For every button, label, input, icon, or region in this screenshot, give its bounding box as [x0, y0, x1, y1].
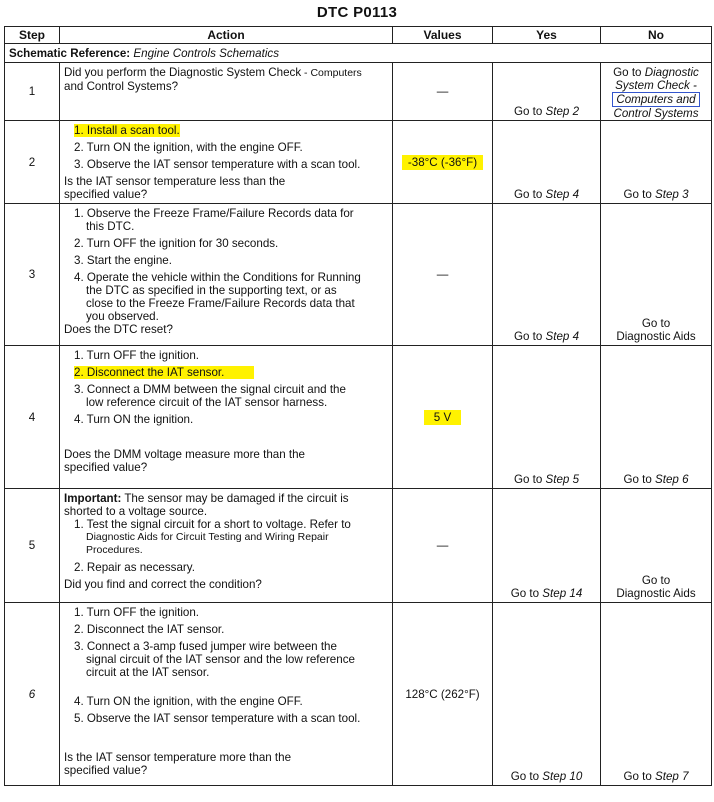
step-action [60, 346, 393, 489]
instruction: 1. Test the signal circuit for a short to voltage. Refer to [74, 518, 351, 531]
step-number: 6 [5, 603, 60, 786]
instruction: low reference circuit of the IAT sensor harness. [86, 396, 328, 409]
question: Did you find and correct the condition? [64, 578, 262, 591]
instruction: 1. Turn OFF the ignition. [74, 349, 200, 362]
instruction: 4. Turn ON the ignition. [74, 413, 194, 426]
highlighted-value: 5 V [424, 410, 461, 425]
instruction: 4. Operate the vehicle within the Conditions for Running [74, 271, 361, 284]
action-text: Did you perform the Diagnostic System Check [64, 66, 302, 79]
step-action [60, 63, 393, 121]
schematic-row [5, 44, 712, 63]
value-cell: — [393, 489, 493, 603]
step-link[interactable]: Step 6 [655, 473, 689, 486]
step-action [60, 489, 393, 603]
diagnostic-link[interactable]: Diagnostic [644, 66, 699, 79]
no-cell [601, 121, 712, 204]
go-to-text: Go to [510, 587, 543, 600]
schematic-link[interactable]: Engine Controls Schematics [133, 46, 280, 60]
step-number: 4 [5, 346, 60, 489]
action-text: and Control Systems? [64, 80, 179, 93]
go-to-text: Go to [623, 770, 656, 783]
highlighted-instruction: 2. Disconnect the IAT sensor. [74, 366, 254, 379]
instruction: circuit at the IAT sensor. [86, 666, 210, 679]
diagnostic-link[interactable]: Computers and [616, 93, 696, 106]
step-row-4 [5, 346, 712, 489]
instruction: 1. Turn OFF the ignition. [74, 606, 200, 619]
highlighted-instruction: 1. Install a scan tool. [74, 124, 180, 137]
question: Is the IAT sensor temperature more than the [64, 751, 292, 764]
step-action [60, 121, 393, 204]
instruction: 1. Observe the Freeze Frame/Failure Records data for [74, 207, 354, 220]
action-text: - Computers [301, 67, 362, 79]
yes-cell [493, 489, 601, 603]
go-to-text: Go to [513, 473, 546, 486]
header-no: No [601, 27, 712, 44]
diagnostic-link[interactable]: System Check - [615, 79, 697, 92]
go-to-text: Go to [623, 188, 656, 201]
highlight-box [612, 92, 699, 107]
instruction: this DTC. [86, 220, 135, 233]
schematic-label: Schematic Reference: [9, 46, 131, 60]
header-action: Action [60, 27, 393, 44]
step-link[interactable]: Step 4 [545, 188, 580, 201]
instruction: Diagnostic Aids for Circuit Testing and Wiring Repair [86, 531, 329, 543]
go-to-text: Go to [513, 330, 546, 343]
page-title: DTC P0113 [316, 4, 398, 21]
diagnostic-aids-link[interactable]: Diagnostic Aids [616, 330, 696, 343]
question: Does the DTC reset? [64, 323, 173, 336]
step-action [60, 204, 393, 346]
step-number: 2 [5, 121, 60, 204]
go-to-text: Go to [513, 188, 546, 201]
step-link[interactable]: Step 3 [655, 188, 689, 201]
go-to-text: Go to [641, 317, 671, 330]
important-label: Important: [64, 492, 122, 505]
yes-cell [493, 346, 601, 489]
step-number: 3 [5, 204, 60, 346]
step-row-6 [5, 603, 712, 786]
value-cell [393, 121, 493, 204]
go-to-text: Go to [513, 105, 546, 118]
header-yes: Yes [493, 27, 601, 44]
diagnostic-link[interactable]: Control Systems [613, 107, 699, 120]
instruction: signal circuit of the IAT sensor and the low reference [86, 653, 355, 666]
instruction: you observed. [86, 310, 159, 323]
instruction: 2. Repair as necessary. [74, 561, 195, 574]
instruction: 2. Disconnect the IAT sensor. [74, 623, 225, 636]
header-values: Values [393, 27, 493, 44]
header-step: Step [5, 27, 60, 44]
instruction: Procedures. [86, 544, 143, 556]
instruction: 4. Turn ON the ignition, with the engine OFF. [74, 695, 303, 708]
yes-cell [493, 63, 601, 121]
instruction: 3. Observe the IAT sensor temperature with a scan tool. [74, 158, 361, 171]
step-link[interactable]: Step 10 [542, 770, 583, 783]
question: Does the DMM voltage measure more than the [64, 448, 306, 461]
no-cell [601, 346, 712, 489]
yes-cell [493, 603, 601, 786]
step-link[interactable]: Step 4 [545, 330, 580, 343]
instruction: the DTC as specified in the supporting text, or as [86, 284, 337, 297]
step-link[interactable]: Step 14 [542, 587, 583, 600]
step-action [60, 603, 393, 786]
question: specified value? [64, 461, 148, 474]
diagnostic-aids-link[interactable]: Diagnostic Aids [616, 587, 696, 600]
instruction: 3. Connect a 3-amp fused jumper wire between the [74, 640, 337, 653]
go-to-text: Go to [613, 66, 645, 79]
step-link[interactable]: Step 7 [655, 770, 689, 783]
value-cell: — [393, 204, 493, 346]
instruction: 3. Start the engine. [74, 254, 172, 267]
yes-cell [493, 121, 601, 204]
step-number: 1 [5, 63, 60, 121]
step-link[interactable]: Step 2 [545, 105, 580, 118]
highlighted-value: -38°C (-36°F) [402, 155, 483, 170]
step-row-3 [5, 204, 712, 346]
instruction: 2. Turn OFF the ignition for 30 seconds. [74, 237, 279, 250]
no-cell [601, 204, 712, 346]
go-to-text: Go to [641, 574, 671, 587]
question: specified value? [64, 764, 148, 777]
no-cell [601, 489, 712, 603]
value-cell: 128°C (262°F) [393, 603, 493, 786]
schematic-reference [5, 44, 712, 63]
header-row [5, 27, 712, 44]
diagnostic-table [4, 26, 712, 786]
question: Is the IAT sensor temperature less than the [64, 175, 286, 188]
yes-cell [493, 204, 601, 346]
go-to-text: Go to [510, 770, 543, 783]
step-row-1 [5, 63, 712, 121]
instruction: 3. Connect a DMM between the signal circuit and the [74, 383, 346, 396]
step-link[interactable]: Step 5 [545, 473, 580, 486]
no-cell [601, 63, 712, 121]
value-cell: — [393, 63, 493, 121]
instruction: close to the Freeze Frame/Failure Records data that [86, 297, 355, 310]
important-text: The sensor may be damaged if the circuit is [121, 492, 349, 505]
step-row-5 [5, 489, 712, 603]
question: specified value? [64, 188, 148, 201]
instruction: 2. Turn ON the ignition, with the engine OFF. [74, 141, 303, 154]
step-row-2 [5, 121, 712, 204]
instruction: 5. Observe the IAT sensor temperature with a scan tool. [74, 712, 361, 725]
step-number: 5 [5, 489, 60, 603]
no-cell [601, 603, 712, 786]
value-cell [393, 346, 493, 489]
important-text: shorted to a voltage source. [64, 505, 208, 518]
go-to-text: Go to [623, 473, 656, 486]
